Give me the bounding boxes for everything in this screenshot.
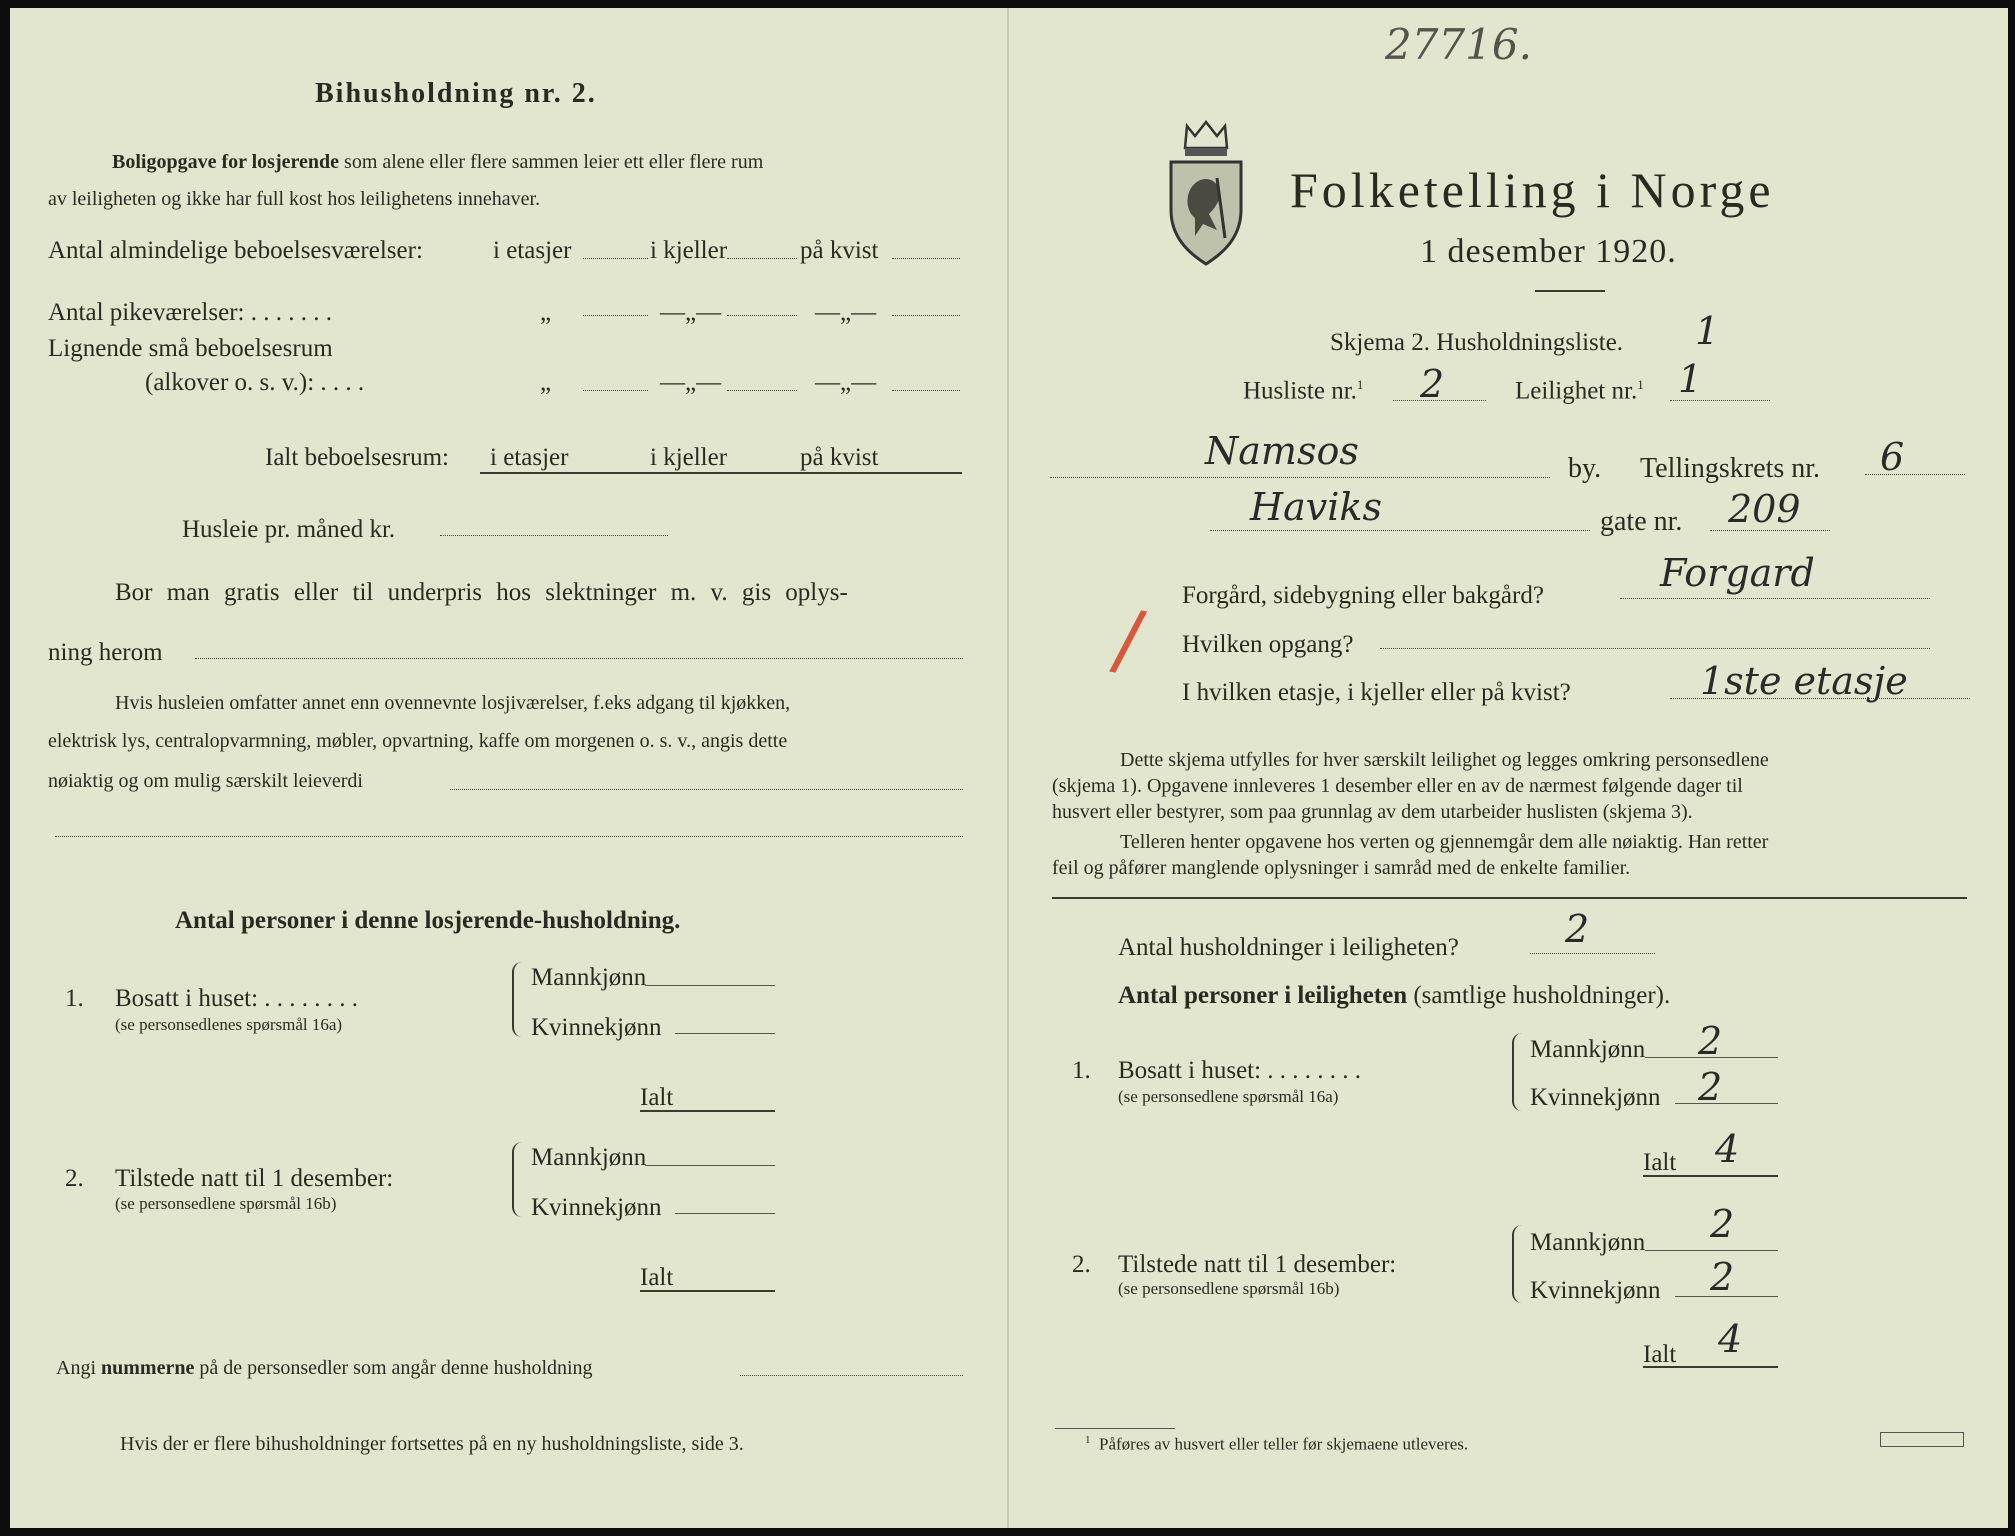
field-kjeller[interactable]: [727, 258, 797, 259]
etasje-value[interactable]: 1ste etasje: [1700, 659, 1908, 703]
right-tilstede-brace: [1512, 1225, 1522, 1303]
right-bosatt-ialt-value[interactable]: 4: [1715, 1127, 1740, 1171]
alkover-dash-2: —„—: [815, 369, 877, 396]
instructions-line-5: feil og påfører manglende oplysninger i samråd med de enkelte familier.: [1052, 857, 1631, 879]
instructions-rule: [1052, 897, 1967, 899]
ialt-kjeller: i kjeller: [650, 444, 728, 471]
right-tilstede-ialt-line: [1643, 1366, 1778, 1368]
skjema-value: 1: [1695, 309, 1720, 353]
left-footer: Hvis der er flere bihusholdninger fortsettes på en ny husholdningsliste, side 3.: [120, 1433, 744, 1455]
right-tilstede-mann-field[interactable]: [1645, 1250, 1778, 1251]
husliste-label: Husliste nr.$^1$: [1243, 377, 1364, 405]
right-tilstede-kvinne-value[interactable]: 2: [1710, 1255, 1735, 1299]
gate-value[interactable]: 209: [1728, 487, 1801, 531]
left-tilstede-kvinne-field[interactable]: [675, 1213, 775, 1214]
left-bosatt-ialt-line: [640, 1110, 775, 1112]
norway-coat-of-arms-icon: [1165, 118, 1247, 268]
left-bosatt-ialt: Ialt: [640, 1084, 674, 1111]
leieverdi-field[interactable]: [450, 789, 963, 790]
right-bosatt-label: Bosatt i huset: . . . . . . . .: [1118, 1057, 1362, 1084]
left-bosatt-label: Bosatt i huset: . . . . . . . .: [115, 985, 359, 1012]
left-tilstede-ialt-line: [640, 1290, 775, 1292]
right-tilstede-ialt: Ialt: [1643, 1341, 1677, 1368]
gratis-line-1: Bor man gratis eller til underpris hos slektninger m. v. gis oplys-: [115, 579, 848, 606]
gratis-field[interactable]: [195, 658, 963, 659]
left-tilstede-num: 2.: [65, 1165, 84, 1192]
leilighet-label: Leilighet nr.$^1$: [1515, 377, 1644, 405]
tellingskrets-value[interactable]: 6: [1880, 435, 1905, 479]
red-check-mark: /: [1107, 591, 1150, 688]
label-kvist: på kvist: [800, 237, 879, 264]
right-tilstede-kvinne: Kvinnekjønn: [1530, 1277, 1661, 1304]
left-bosatt-mann: Mannkjønn: [531, 964, 647, 991]
left-bosatt-note: (se personsedlenes spørsmål 16a): [115, 1015, 343, 1034]
footnote-rule: [1055, 1428, 1175, 1429]
antal-husholdninger-field[interactable]: [1530, 953, 1655, 954]
forgard-value[interactable]: Forgard: [1660, 551, 1815, 595]
alkover-field-1[interactable]: [583, 390, 648, 391]
right-bosatt-kvinne-value[interactable]: 2: [1698, 1065, 1723, 1109]
husliste-footnote-mark: 1: [1356, 377, 1364, 392]
town-value[interactable]: Namsos: [1205, 429, 1359, 473]
right-bosatt-num: 1.: [1072, 1057, 1091, 1084]
alkover-ditto: „: [540, 369, 552, 396]
right-bosatt-note: (se personsedlene spørsmål 16a): [1118, 1087, 1339, 1106]
right-bosatt-ialt-line: [1643, 1175, 1778, 1177]
right-tilstede-mann-value[interactable]: 2: [1710, 1202, 1735, 1246]
date-rule: [1535, 290, 1605, 292]
antal-personer-heading: Antal personer i leiligheten (samtlige husholdninger).: [1118, 982, 1671, 1009]
boligopgave-bold: Boligopgave for losjerende som alene eller flere sammen leier ett eller flere rum: [112, 151, 764, 173]
pike-dash-1: —„—: [660, 299, 722, 326]
page-fold: [1007, 8, 1009, 1528]
forgard-field[interactable]: [1620, 598, 1930, 599]
pike-dash-2: —„—: [815, 299, 877, 326]
left-tilstede-mann: Mannkjønn: [531, 1144, 647, 1171]
right-tilstede-num: 2.: [1072, 1251, 1091, 1278]
printer-stamp: [1880, 1432, 1964, 1447]
town-field[interactable]: [1050, 477, 1550, 478]
right-tilstede-label: Tilstede natt til 1 desember:: [1118, 1251, 1397, 1278]
pike-label: Antal pikeværelser: . . . . . . .: [48, 299, 332, 326]
left-tilstede-kvinne: Kvinnekjønn: [531, 1194, 662, 1221]
left-tilstede-brace: [512, 1142, 522, 1217]
pike-field-3[interactable]: [892, 315, 960, 316]
left-persons-heading: Antal personer i denne losjerende-husholdning.: [175, 907, 681, 934]
main-title: Folketelling i Norge: [1290, 162, 1775, 218]
husliste-value[interactable]: 2: [1420, 362, 1445, 406]
skjema-label: Skjema 2. Husholdningsliste.: [1330, 329, 1624, 356]
left-bosatt-brace: [512, 962, 522, 1037]
ialt-underline: [480, 472, 962, 474]
left-bosatt-mann-field[interactable]: [645, 985, 775, 986]
right-bosatt-mann-value[interactable]: 2: [1698, 1019, 1723, 1063]
antal-husholdninger-value[interactable]: 2: [1565, 907, 1590, 951]
left-title: Bihusholdning nr. 2.: [315, 78, 597, 109]
gratis-line-2: ning herom: [48, 639, 163, 666]
left-bosatt-kvinne-field[interactable]: [675, 1033, 775, 1034]
lignende-label: Lignende små beboelsesrum: [48, 335, 333, 362]
alkover-field-3[interactable]: [892, 390, 960, 391]
right-bosatt-ialt: Ialt: [1643, 1149, 1677, 1176]
angi-field[interactable]: [740, 1375, 963, 1376]
census-date: 1 desember 1920.: [1420, 233, 1677, 270]
blank-line[interactable]: [55, 836, 963, 837]
right-bosatt-kvinne-field[interactable]: [1675, 1103, 1778, 1104]
husleie-field[interactable]: [440, 535, 668, 536]
left-bosatt-num: 1.: [65, 985, 84, 1012]
opgang-field[interactable]: [1380, 648, 1930, 649]
left-tilstede-ialt: Ialt: [640, 1264, 674, 1291]
pike-field-2[interactable]: [727, 315, 797, 316]
tellingskrets-label: Tellingskrets nr.: [1640, 453, 1821, 484]
alkover-label: (alkover o. s. v.): . . . .: [145, 369, 365, 396]
archive-number: 27716.: [1385, 20, 1532, 69]
leilighet-footnote-mark: 1: [1637, 377, 1644, 392]
instructions-line-4: Telleren henter opgavene hos verten og gjennemgår dem alle nøiaktig. Han retter: [1120, 831, 1769, 853]
right-tilstede-mann: Mannkjønn: [1530, 1229, 1646, 1256]
instructions-line-2: (skjema 1). Opgavene innleveres 1 desember eller en av de nærmest følgende dager til: [1052, 775, 1743, 797]
left-tilstede-note: (se personsedlene spørsmål 16b): [115, 1194, 337, 1213]
field-kvist[interactable]: [892, 258, 960, 259]
antal-husholdninger-label: Antal husholdninger i leiligheten?: [1118, 934, 1459, 961]
label-etasjer: i etasjer: [493, 237, 572, 264]
field-etasjer[interactable]: [583, 258, 648, 259]
right-tilstede-note: (se personsedlene spørsmål 16b): [1118, 1279, 1340, 1298]
right-bosatt-kvinne: Kvinnekjønn: [1530, 1084, 1661, 1111]
husleie-label: Husleie pr. måned kr.: [182, 516, 396, 543]
street-value[interactable]: Haviks: [1250, 485, 1382, 529]
left-tilstede-label: Tilstede natt til 1 desember:: [115, 1165, 394, 1192]
left-bosatt-kvinne: Kvinnekjønn: [531, 1014, 662, 1041]
gate-label: gate nr.: [1600, 506, 1683, 537]
alkover-dash-1: —„—: [660, 369, 722, 396]
right-tilstede-ialt-value[interactable]: 4: [1718, 1317, 1743, 1361]
intro-line-2: av leiligheten og ikke har full kost hos leilighetens innehaver.: [48, 188, 541, 210]
right-bosatt-brace: [1512, 1033, 1522, 1111]
ialt-kvist: på kvist: [800, 444, 879, 471]
instructions-line-3: husvert eller bestyrer, som paa grunnlag av dem utarbeider huslisten (skjema 3).: [1052, 801, 1693, 823]
husleie-omfatter-1: Hvis husleien omfatter annet enn ovennevnte losjiværelser, f.eks adgang til kjøkken,: [115, 692, 791, 714]
etasje-label: I hvilken etasje, i kjeller eller på kvist?: [1182, 679, 1571, 706]
street-field[interactable]: [1210, 530, 1590, 531]
antal-beboelse-label: Antal almindelige beboelsesværelser:: [48, 237, 423, 264]
husleie-omfatter-2: elektrisk lys, centralopvarmning, møbler, opvartning, kaffe om morgenen o. s. v., angis dette: [48, 730, 788, 752]
label-kjeller: i kjeller: [650, 237, 728, 264]
right-bosatt-mann: Mannkjønn: [1530, 1036, 1646, 1063]
husleie-omfatter-3: nøiaktig og om mulig særskilt leieverdi: [48, 770, 363, 792]
left-tilstede-mann-field[interactable]: [645, 1165, 775, 1166]
ialt-etasjer: i etasjer: [490, 444, 569, 471]
alkover-field-2[interactable]: [727, 390, 797, 391]
opgang-label: Hvilken opgang?: [1182, 631, 1354, 658]
instructions-line-1: Dette skjema utfylles for hver særskilt leilighet og legges omkring personsedlene: [1120, 749, 1769, 771]
ialt-beboelse-label: Ialt beboelsesrum:: [265, 444, 449, 471]
leilighet-value[interactable]: 1: [1678, 357, 1703, 401]
forgard-label: Forgård, sidebygning eller bakgård?: [1182, 582, 1544, 609]
pike-field-1[interactable]: [583, 315, 648, 316]
by-label: by.: [1568, 453, 1602, 484]
pike-ditto: „: [540, 299, 552, 326]
angi-nummerne: Angi nummerne på de personsedler som angår denne husholdning: [56, 1357, 593, 1379]
footnote: $^1$ Påføres av husvert eller teller før skjemaene utleveres.: [1085, 1434, 1469, 1454]
